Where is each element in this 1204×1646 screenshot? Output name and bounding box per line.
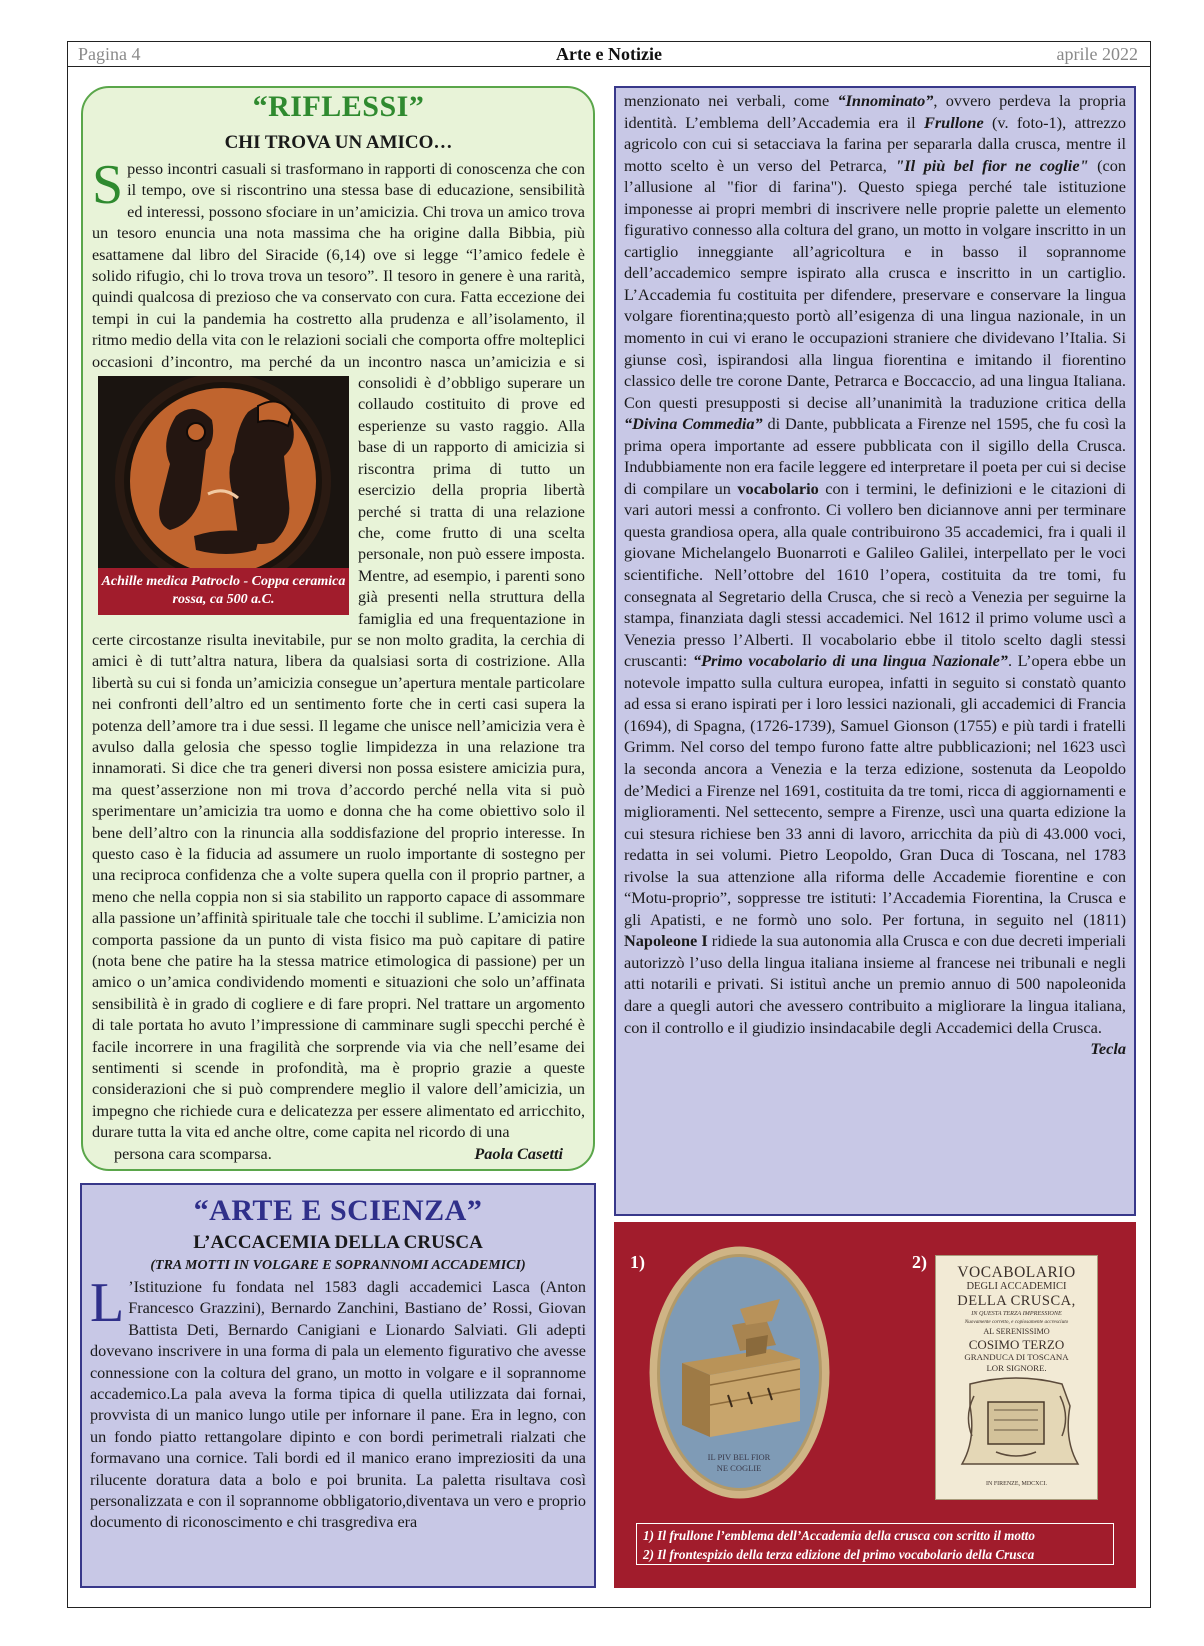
frontispiece-line-4: IN QUESTA TERZA IMPRESSIONE xyxy=(971,1310,1062,1317)
crusca-primo-vocabolario: “Primo vocabolario di una lingua Nazionale” xyxy=(692,651,1008,671)
arte-kicker: “ARTE E SCIENZA” xyxy=(193,1194,483,1227)
arte-dropcap: L xyxy=(90,1272,125,1334)
frontispiece-line-1: VOCABOLARIO xyxy=(957,1264,1076,1281)
crusca-body xyxy=(616,88,1134,1059)
arte-paragraph-1: ’Istituzione fu fondata nel 1583 dagli accademici Lasca (Anton Francesco Grazzini), Bernardo Zanchini, Bastiano de’ Rossi, Giovan Battista Deti, Bernardo Canigiani e Lionardo Salviati. Gli adepti dovevano inscrivere in una forma di pala un elemento figurativo che avesse connessione con la coltura del grano, un motto in volgare e il soprannome accademico.La pala aveva la forma tipica di quella utilizzata dai fornai, provvista di un manico lungo utile per infornare il pane. Era in legno, con un fondo piatto rettangolare dipinto e con bordi perimetrali rialzati che formavano una cornice. Tali bordi ed il manico erano impreziositi da una rilucente doratura data a bolo e poi brunita. La paletta risultava così personalizzata e con il soprannome obbligatorio,diventava un vero e proprio documento di riconoscimento e chi trasgrediva era xyxy=(90,1278,586,1532)
frullone-motto-line-2: NE COGLIE xyxy=(716,1463,762,1473)
patroclo-caption: Achille medica Patroclo - Coppa ceramica rossa, ca 500 a.C. xyxy=(98,568,349,615)
riflessi-paragraph-2: un’amicizia e si consolidi è d’obbligo superare un collaudo costituito di prove ed esperienze su vasto raggio. Alla base di un rapporto di amicizia si riscontra prima di tutto un esercizio della propria libertà perché si tratta di una relazione che, come frutto di una scelta personale, non può essere imposta. Mentre, ad esempio, i parenti sono già presenti nella struttura della famiglia ed una frequentazione in certe circostanze risulta inevitabile, pur se non molto gradita, la cerchia di amici è di tutt’altra natura, libera da qualsiasi sorta di costrizione. Alla libertà su cui si fonda un’amicizia consegue un’apertura mentale particolare nei confronti dell’altro ed un sentimento forte che in certi casi supera la potenza dell’amore tra i due sessi. Il legame che unisce nell’amicizia vera è avulso dalla gelosia che spesso toglie limpidezza in una relazione tra innamorati. Si dice che tra generi diversi non possa esistere amicizia pura, ma quest’asserzione non mi trova d’accordo perché nella vita si può sperimentare un’amicizia tra uomo e donna che ha come obiettivo solo il bene dell’altro con la rinuncia alla soddisfazione del proprio interesse. In questo caso è la fiducia ad assumere un ruolo importante di sostegno per una reciproca confidenza che a volte supera quella con il proprio partner, a meno che nella coppia non si sia stabilito un rapporto capace di assommare alla passione un’affinità spirituale tale che tocchi il sublime. L’amicizia non comporta passione da un punto di vista fisico ma può capitare di patire (nota bene che patire ha la stessa matrice etimologica di passione) per un amico o un’amica condividendo momenti e situazioni che solo un’affinata sensibilità è in grado di cogliere e di fare propri. Nel trattare un argomento di tale portata ho avuto l’impressione di camminare sugli specchi perché è facile incorrere in una fragilità che sorprende via via che nell’esame dei sentimenti si scende in profondità, ma è proprio grazie a queste considerazioni che si può comprendere meglio il valore dell’amicizia, un impegno che richiede cura e delicatezza per essere alimentato ed arricchito, durare tutta la vita ed anche oltre, come capita nel ricordo di una xyxy=(92,352,586,1142)
vocabolario-frontispiece-image xyxy=(935,1255,1098,1500)
crusca-text-3: (v. foto-1), attrezzo agricolo con cui si setacciava la farina per separarla dalla crusca, mentre il motto scelto è un verso del Petrarca, xyxy=(624,112,1126,175)
riflessi-kicker: “RIFLESSI” xyxy=(252,90,425,123)
frontispiece-line-2: DEGLI ACCADEMICI xyxy=(966,1281,1067,1292)
figure-caption-2: 2) Il frontespizio della terza edizione del primo vocabolario della Crusca xyxy=(643,1547,1035,1562)
riflessi-author: Paola Casetti xyxy=(474,1144,563,1163)
arte-body xyxy=(90,1272,586,1534)
crusca-text-6: con i termini, le definizioni e le citazioni di vari autori messi a confronto. Ci vollero ben diciannove anni per terminare questa grandiosa opera, alla quale contribuirono 35 accademici, fra i quali il giovane Michelangelo Buonarroti e Galileo Galilei, interpellato per le voci scientifiche. Nell’ottobre del 1610 l’opera, costituita da tre tomi, fu consegnata al Segretario della Crusca, che si recò a Venezia per seguirne la stampa, finanziata dagli stessi accademici. Nel 1612 il primo volume uscì a Venezia presso l’Alberti. Il vocabolario ebbe il titolo scelto dagli stessi cruscanti: xyxy=(624,478,1127,671)
crusca-continuation xyxy=(614,86,1136,1216)
riflessi-title: CHI TROVA UN AMICO… xyxy=(224,132,453,153)
patroclo-photo-block xyxy=(98,376,349,616)
riflessi-article xyxy=(81,86,595,1171)
crusca-divina-commedia: “Divina Commedia” xyxy=(624,414,763,434)
crusca-text-4: (con l’allusione al "fior di farina"). Questo spiega perché tale istituzione imponesse ai propri membri di inscrivere nelle proprie palette un elemento figurativo connesso alla coltura del grano, un motto in volgare inscritto in un cartiglio inneggiante all’agricoltura e in basso il soprannome dell’accademico sempre ispirato alla crusca e inscritto in un cartiglio. L’Accademia fu costituita per difendere, preservare e conservare la lingua volgare fiorentina;questo portò all’esigenza di una lingua nazionale, in un momento in cui vi erano le occupazioni straniere che dividevano l’Italia. Si giunse così, ispirandosi alla lingua fiorentina e imitando il fiorentino classico delle tre corone Dante, Petrarca e Boccaccio, ad una lingua Italiana. Con questi presupposti si decise all’unanimità la traduzione critica della xyxy=(624,155,1126,412)
riflessi-closing-text: persona cara scomparsa. xyxy=(114,1144,272,1163)
crusca-text-1: menzionato nei verbali, come xyxy=(624,91,838,110)
figure-caption-1: 1) Il frullone l’emblema dell’Accademia della crusca con scritto il motto xyxy=(643,1528,1035,1543)
page-number: Pagina 4 xyxy=(78,44,141,64)
crusca-text-7: . L’opera ebbe un notevole impatto sulla cultura europea, infatti in seguito si constatò quanto ad essa si erano ispirati per i loro lessici nazionali, gli accademici di Francia (1694), di Spagna, (1726-1739), Samuel Gionson (1755) e più tardi i fratelli Grimm. Nel corso del tempo furono fatte altre pubblicazioni; nel 1623 uscì la seconda ancora a Venezia e la terza edizione, sostenuta da Leopoldo de’Medici a Firenze nel 1691, costituita da tre tomi, ricca di aggiornamenti e miglioramenti. Nel settecento, sempre a Firenze, uscì una quarta edizione la cui stesura richiese ben 33 anni di lavoro, arricchita da più di 43.000 voci, redatta in sei volumi. Pietro Leopoldo, Gran Duca di Toscana, nel 1783 rivolse la sua attenzione alla riforma delle Accademie fiorentine e con “Motu-proprio”, soppresse tre istituti: l’Accademia Fiorentina, la Crusca e gli Apatisti, e ne formò uno solo. Per fortuna, in seguito nel (1811) xyxy=(624,651,1126,929)
achilles-patroclus-cup-image xyxy=(98,376,349,568)
frontispiece-line-3: DELLA CRUSCA, xyxy=(957,1293,1076,1309)
frontispiece-line-8: GRANDUCA DI TOSCANA xyxy=(964,1352,1069,1362)
frontispiece-line-9: LOR SIGNORE. xyxy=(986,1363,1047,1373)
crusca-vocabolario: vocabolario xyxy=(737,478,819,498)
crusca-motto: "Il più bel fior ne coglie" xyxy=(895,155,1089,175)
riflessi-body xyxy=(92,154,586,1165)
crusca-author: Tecla xyxy=(1090,1039,1126,1059)
arte-title: L’ACCACEMIA DELLA CRUSCA xyxy=(193,1232,483,1253)
crusca-text-2: , ovvero perdeva la propria identità. L’emblema dell’Accademia era il xyxy=(624,91,1126,132)
newspaper-title: Arte e Notizie xyxy=(556,44,662,64)
issue-date: aprile 2022 xyxy=(1056,44,1138,64)
crusca-innominato: “Innominato” xyxy=(837,91,934,110)
frontispiece-line-5: Nuovamente corretto, e copiosamente accresciuto xyxy=(964,1319,1069,1325)
arte-scienza-article xyxy=(80,1183,596,1588)
crusca-text-5: di Dante, pubblicata a Firenze nel 1595, che fu così la prima opera importante ad essere pubblicata con il sigillo della Crusca. Indubbiamente non era facile leggere ed interpretare il poeta per cui si decise di compilare un xyxy=(624,414,1126,498)
frontispiece-line-7: COSIMO TERZO xyxy=(968,1337,1065,1352)
page-header xyxy=(68,42,1150,67)
figure-2-label: 2) xyxy=(912,1252,927,1272)
crusca-frullone: Frullone xyxy=(923,112,984,132)
figures-caption xyxy=(636,1523,1114,1565)
frontispiece-line-6: AL SERENISSIMO xyxy=(983,1327,1050,1336)
crusca-napoleone: Napoleone I xyxy=(624,931,708,951)
riflessi-paragraph-1: pesso incontri casuali si trasformano in rapporti di conoscenza che con il tempo, ove si riscontrino una stessa base di educazione, sensibilità ed interessi, possono sfociare in un’amicizia. Chi trova un amico trova un tesoro enuncia una nota massima che ha origine dalla Bibbia, più esattamene dal libro del Siracide (6,14) ove si legge “l’amico fedele è solido rifugio, chi lo trova trova un tesoro”. Il tesoro in genere è una rarità, quindi qualcosa di prezioso che va conservato con cura. Fatta eccezione dei tempi in cui la pandemia ha costretto alla prudenza e all’isolamento, il ritmo medio della vita con le relazioni sociali che comporta offre molteplici occasioni d’incontro, ma perché da un incontro nasca xyxy=(92,160,585,371)
frontispiece-line-10: IN FIRENZE, MDCXCI. xyxy=(986,1481,1047,1487)
arte-subtitle: (TRA MOTTI IN VOLGARE E SOPRANNOMI ACCADEMICI) xyxy=(150,1258,526,1273)
frullone-image xyxy=(648,1245,831,1500)
frullone-motto-line-1: IL PIV BEL FIOR xyxy=(707,1452,771,1462)
crusca-text-8: ridiede la sua autonomia alla Crusca e con due decreti imperiali autorizzò l’uso della lingua italiana insieme al francese nei tribunali e negli atti notarili e privati. Si istituì anche un premio annuo di 500 napoleonida dare a quegli autori che avessero contribuito a migliorare la lingua italiana, con il controllo e il giudizio insindacabile degli Accademici della Crusca. xyxy=(624,931,1126,1037)
frontispiece-crest-icon xyxy=(936,1376,1097,1480)
riflessi-dropcap: S xyxy=(92,154,124,216)
figure-1-label: 1) xyxy=(630,1252,645,1272)
